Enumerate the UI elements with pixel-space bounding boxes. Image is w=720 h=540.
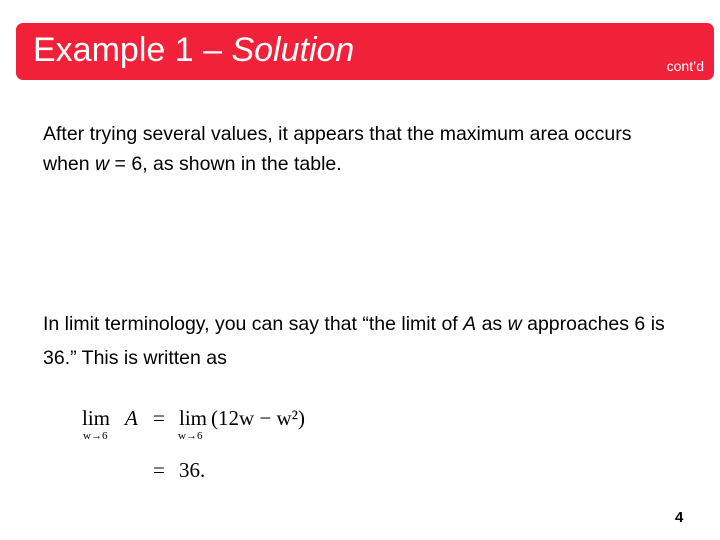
paragraph-limit-terminology <box>43 307 683 375</box>
p1-text-1: After trying several values, it appears that the maximum area occurs when <box>43 123 632 175</box>
slide-title <box>33 31 354 70</box>
p2-text-2: as <box>476 313 508 335</box>
page-number: 4 <box>675 509 684 526</box>
p2-variable-w: w <box>507 313 522 335</box>
equals-sign-2: = <box>153 458 165 482</box>
lim-operator-1: lim <box>82 406 111 430</box>
equals-sign-1: = <box>153 406 165 430</box>
lim-subscript-2: w→6 <box>178 430 203 442</box>
p1-text-2: = 6, as shown in the table. <box>109 153 342 175</box>
p2-variable-A: A <box>463 313 477 335</box>
limit-expression: (12w − w²) <box>211 406 305 430</box>
paragraph-max-area <box>43 119 683 179</box>
continued-label: cont’d <box>666 58 704 74</box>
lim-operator-2: lim <box>179 406 208 430</box>
title-main: Example 1 – <box>33 31 232 69</box>
limit-result: 36. <box>179 458 206 482</box>
p2-text-3: approaches 6 is 36.” This is written as <box>43 313 665 369</box>
p2-text-1: In limit terminology, you can say that “the limit of <box>43 313 464 335</box>
title-subtitle: Solution <box>231 31 355 69</box>
lim-subscript-1: w→6 <box>83 430 108 442</box>
title-bar <box>16 23 714 80</box>
p1-variable-w: w <box>95 153 110 175</box>
variable-A: A <box>125 406 138 430</box>
